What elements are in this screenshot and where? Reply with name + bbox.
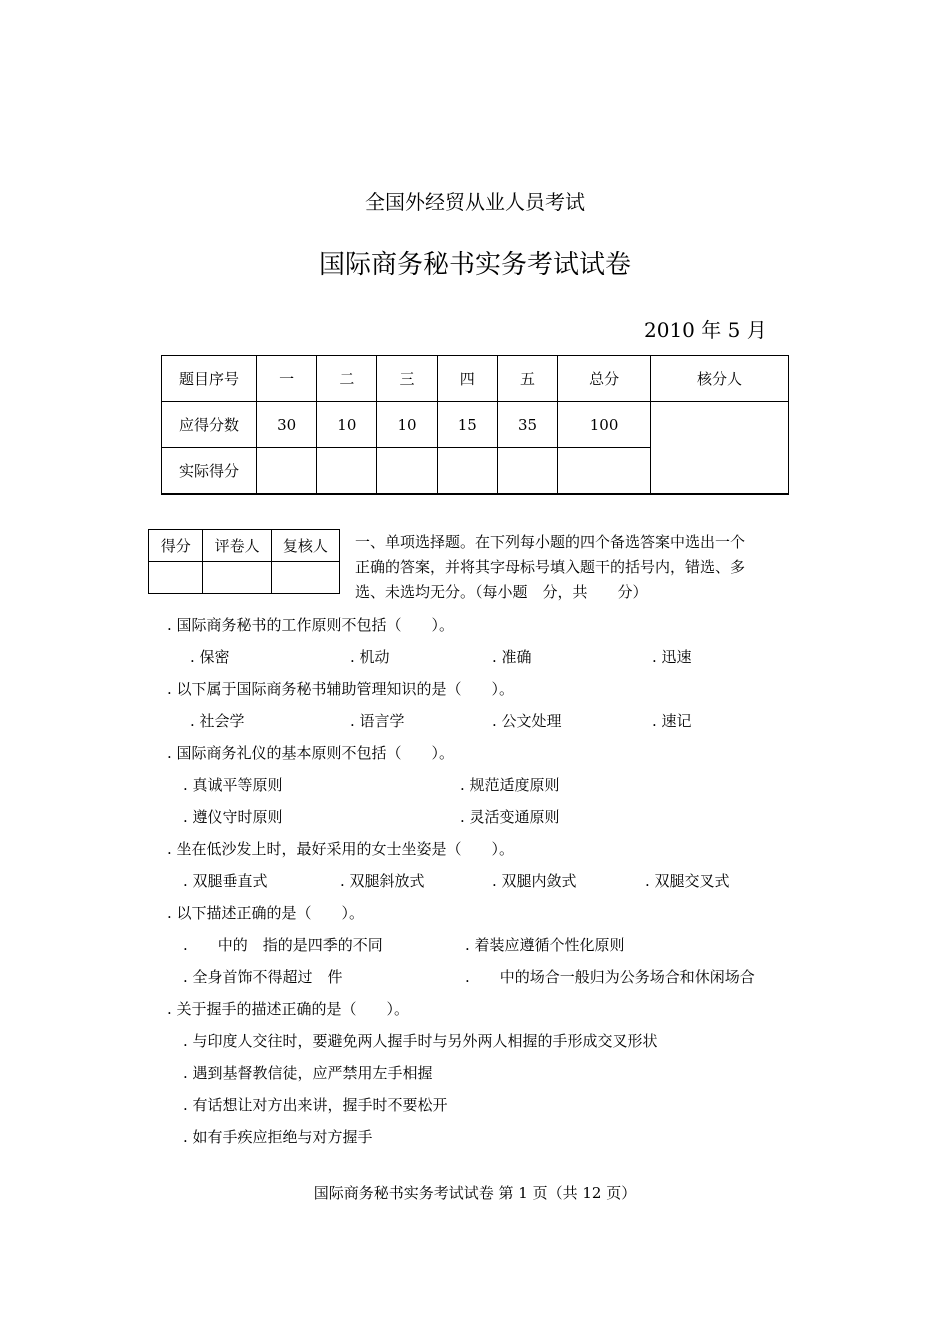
score-column-2: 二: [317, 356, 377, 402]
section-heading-line-3: 选、未选均无分。（每小题 分，共 分）: [355, 583, 648, 601]
score-table-header-row: [162, 356, 789, 402]
actual-cell-5: [497, 448, 557, 495]
option-d: . 如有手疾应拒绝与对方握手: [183, 1128, 373, 1146]
exam-title: 国际商务秘书实务考试试卷: [318, 250, 631, 280]
question-stem: . 国际商务秘书的工作原则不包括（ ）。: [167, 616, 455, 634]
score-column-total: 总分: [558, 356, 651, 402]
option-d: . 速记: [652, 712, 692, 730]
score-column-4: 四: [437, 356, 497, 402]
score-table: [161, 355, 789, 495]
actual-cell-3: [377, 448, 437, 495]
actual-cell-4: [437, 448, 497, 495]
question-stem: . 以下描述正确的是（ ）。: [167, 904, 365, 922]
exam-subtitle: 全国外经贸从业人员考试: [365, 190, 585, 214]
grader-marker-cell: [203, 562, 271, 594]
option-a: . 保密: [190, 648, 230, 666]
option-c: . 准确: [492, 648, 532, 666]
actual-cell-total: [558, 448, 651, 495]
score-table-points-row: [162, 402, 789, 448]
grader-table: [148, 529, 340, 594]
option-b: . 机动: [350, 648, 390, 666]
score-column-5: 五: [497, 356, 557, 402]
question-stem: . 坐在低沙发上时，最好采用的女士坐姿是（ ）。: [167, 840, 515, 858]
grader-blank-row: [149, 562, 340, 594]
checker-signature-cell: [651, 402, 789, 495]
actual-cell-2: [317, 448, 377, 495]
points-cell-2: 10: [317, 402, 377, 448]
option-c: . 遵仪守时原则: [183, 808, 283, 826]
score-column-3: 三: [377, 356, 437, 402]
grader-label-marker: 评卷人: [203, 530, 271, 562]
option-a: . 中的 指的是四季的不同: [183, 936, 383, 954]
actual-cell-1: [257, 448, 317, 495]
option-b: . 双腿斜放式: [340, 872, 425, 890]
grader-label-reviewer: 复核人: [271, 530, 339, 562]
question-stem: . 以下属于国际商务秘书辅助管理知识的是（ ）。: [167, 680, 515, 698]
score-column-1: 一: [257, 356, 317, 402]
page-footer: 国际商务秘书实务考试试卷 第 1 页（共 12 页）: [313, 1184, 637, 1202]
option-c: . 有话想让对方出来讲，握手时不要松开: [183, 1096, 448, 1114]
grader-label-score: 得分: [149, 530, 203, 562]
option-d: . 双腿交叉式: [645, 872, 730, 890]
option-b: . 遇到基督教信徒，应严禁用左手相握: [183, 1064, 433, 1082]
grader-header-row: [149, 530, 340, 562]
option-b: . 语言学: [350, 712, 405, 730]
question-stem: . 关于握手的描述正确的是（ ）。: [167, 1000, 410, 1018]
question-stem: . 国际商务礼仪的基本原则不包括（ ）。: [167, 744, 455, 762]
points-cell-total: 100: [558, 402, 651, 448]
points-row-label: 应得分数: [162, 402, 257, 448]
grader-score-cell: [149, 562, 203, 594]
grader-reviewer-cell: [271, 562, 339, 594]
points-cell-5: 35: [497, 402, 557, 448]
option-c: . 全身首饰不得超过 件: [183, 968, 343, 986]
option-d: . 中的场合一般归为公务场合和休闲场合: [465, 968, 755, 986]
option-a: . 社会学: [190, 712, 245, 730]
section-heading-line-2: 正确的答案，并将其字母标号填入题干的括号内，错选、多: [355, 558, 746, 576]
actual-row-label: 实际得分: [162, 448, 257, 495]
option-d: . 迅速: [652, 648, 692, 666]
section-heading: [355, 530, 795, 605]
option-a: . 真诚平等原则: [183, 776, 283, 794]
score-table-header-label: 题目序号: [162, 356, 257, 402]
points-cell-4: 15: [437, 402, 497, 448]
points-cell-3: 10: [377, 402, 437, 448]
option-d: . 灵活变通原则: [460, 808, 560, 826]
option-c: . 公文处理: [492, 712, 562, 730]
option-a: . 与印度人交往时，要避免两人握手时与另外两人相握的手形成交叉形状: [183, 1032, 658, 1050]
option-a: . 双腿垂直式: [183, 872, 268, 890]
option-c: . 双腿内敛式: [492, 872, 577, 890]
score-column-checker: 核分人: [651, 356, 789, 402]
section-heading-line-1: 一、单项选择题。在下列每小题的四个备选答案中选出一个: [355, 533, 746, 551]
points-cell-1: 30: [257, 402, 317, 448]
exam-date: 2010 年 5 月: [644, 318, 767, 342]
option-b: . 规范适度原则: [460, 776, 560, 794]
option-b: . 着装应遵循个性化原则: [465, 936, 625, 954]
